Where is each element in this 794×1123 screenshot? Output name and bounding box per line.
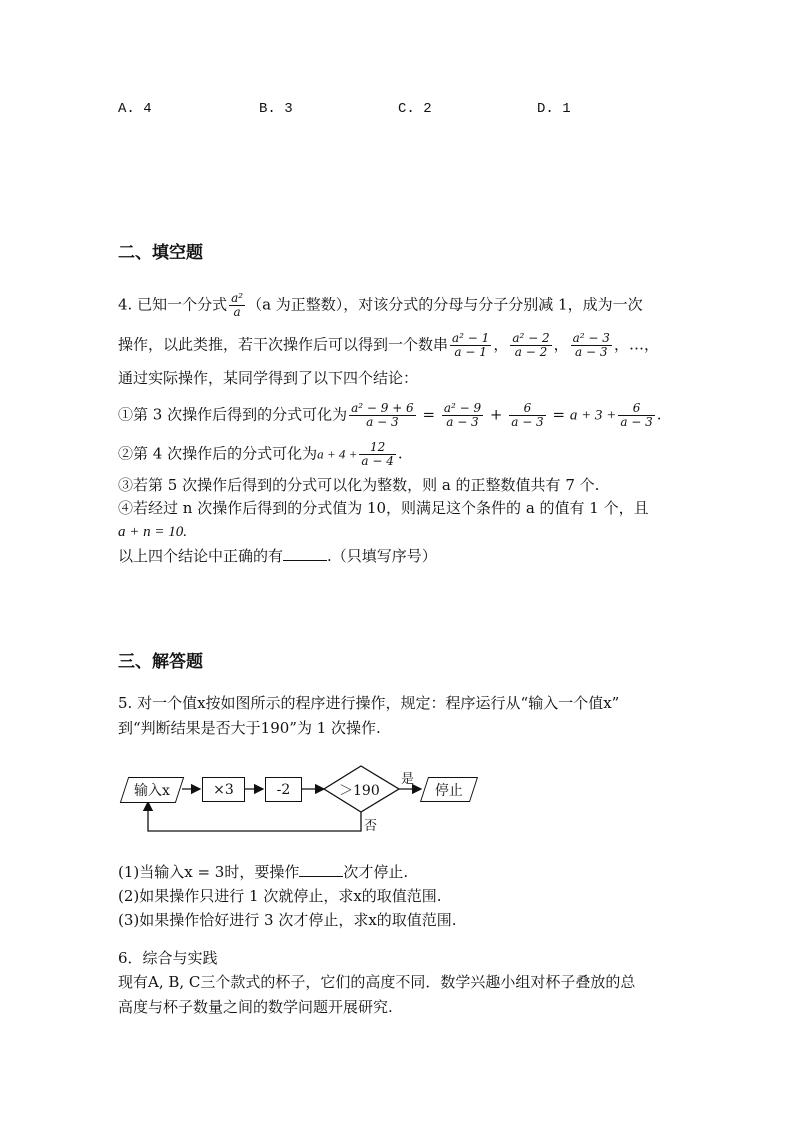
q4-conclusion-2: ②第 4 次操作后的分式可化为a + 4 + $\frac{12}{a - 4}$ . <box>118 440 403 468</box>
q5-part-2: (2)如果操作只进行 1 次就停止，求x的取值范围. <box>118 887 442 905</box>
flow-input-box: 输入x <box>120 777 184 803</box>
q5-line-1: 5. 对一个值x按如图所示的程序进行操作，规定：程序运行从“输入一个值x” <box>118 694 620 712</box>
flow-stop-box: 停止 <box>420 777 478 802</box>
q5-part-1: (1)当输入x = 3时，要操作 次才停止. <box>118 863 409 881</box>
q5-part-3: (3)如果操作恰好进行 3 次才停止，求x的取值范围. <box>118 911 457 929</box>
q4-series-fraction-2: $\frac{\text{a² − 2}}{a - 2}$ <box>512 331 550 359</box>
section-heading-solve: 三、解答题 <box>118 652 203 672</box>
q4-line-3: 通过实际操作，某同学得到了以下四个结论： <box>118 369 419 387</box>
q4-series-fraction-3: $\frac{\text{a² − 3}}{a - 3}$ <box>572 331 610 359</box>
q4-ask: 以上四个结论中正确的有 .（只填写序号） <box>118 547 437 565</box>
flow-no-label: 否 <box>364 819 378 834</box>
q4-intro-b: （a 为正整数），对该分式的分母与分子分别减 1，成为一次 <box>247 295 643 314</box>
q4-series-fraction-1: $\frac{\text{a² − 1}}{a - 1}$ <box>452 331 490 359</box>
q4-line-2: 操作，以此类推，若干次操作后可以得到一个数串 $\frac{\text{a² − 1}}{a - 1}$ ， $\frac{\text{a² − 2}}{a - 2}$ ， $\frac{\text{a² − 3}}{a - 3}$ ，…， <box>118 331 659 359</box>
answer-blank[interactable] <box>299 862 343 877</box>
flow-yes-label: 是 <box>401 772 415 787</box>
option-c: C. 2 <box>398 101 432 117</box>
section-heading-fill-blank: 二、填空题 <box>118 243 203 263</box>
flow-multiply-box: ×3 <box>202 777 245 802</box>
q4-intro-a: 4. 已知一个分式 <box>118 295 228 314</box>
option-d: D. 1 <box>537 101 571 117</box>
flow-decision-label: ＞190 <box>339 783 380 799</box>
option-b: B. 3 <box>259 101 293 117</box>
q4-conclusion-4-tail: a + n = 10. <box>118 524 187 540</box>
q5-line-2: 到“判断结果是否大于190”为 1 次操作. <box>118 719 381 737</box>
q6-line-1: 6．综合与实践 <box>118 949 218 967</box>
flow-subtract-box: -2 <box>265 777 302 802</box>
q4-conclusion-1: ①第 3 次操作后得到的分式可化为 $\frac{\text{a² − 9 + 6}}{a - 3}$ = $\frac{\text{a² − 9}}{a - 3}$ + $\frac{6}{a - 3}$ = a + 3 + $\frac{6}{a - 3}$ . <box>118 401 662 429</box>
q6-line-3: 高度与杯子数量之间的数学问题开展研究. <box>118 998 393 1016</box>
q4-conclusion-4: ④若经过 n 次操作后得到的分式值为 10，则满足这个条件的 a 的值有 1 个，且 <box>118 499 649 517</box>
q6-line-2: 现有A, B, C三个款式的杯子，它们的高度不同．数学兴趣小组对杯子叠放的总 <box>118 973 636 991</box>
q4-fraction-a2-over-a: $\frac{\text{a²}}{a}$ <box>231 291 244 319</box>
option-a: A. 4 <box>118 101 152 117</box>
q4-conclusion-3: ③若第 5 次操作后得到的分式可以化为整数，则 a 的正整数值共有 7 个. <box>118 476 600 494</box>
